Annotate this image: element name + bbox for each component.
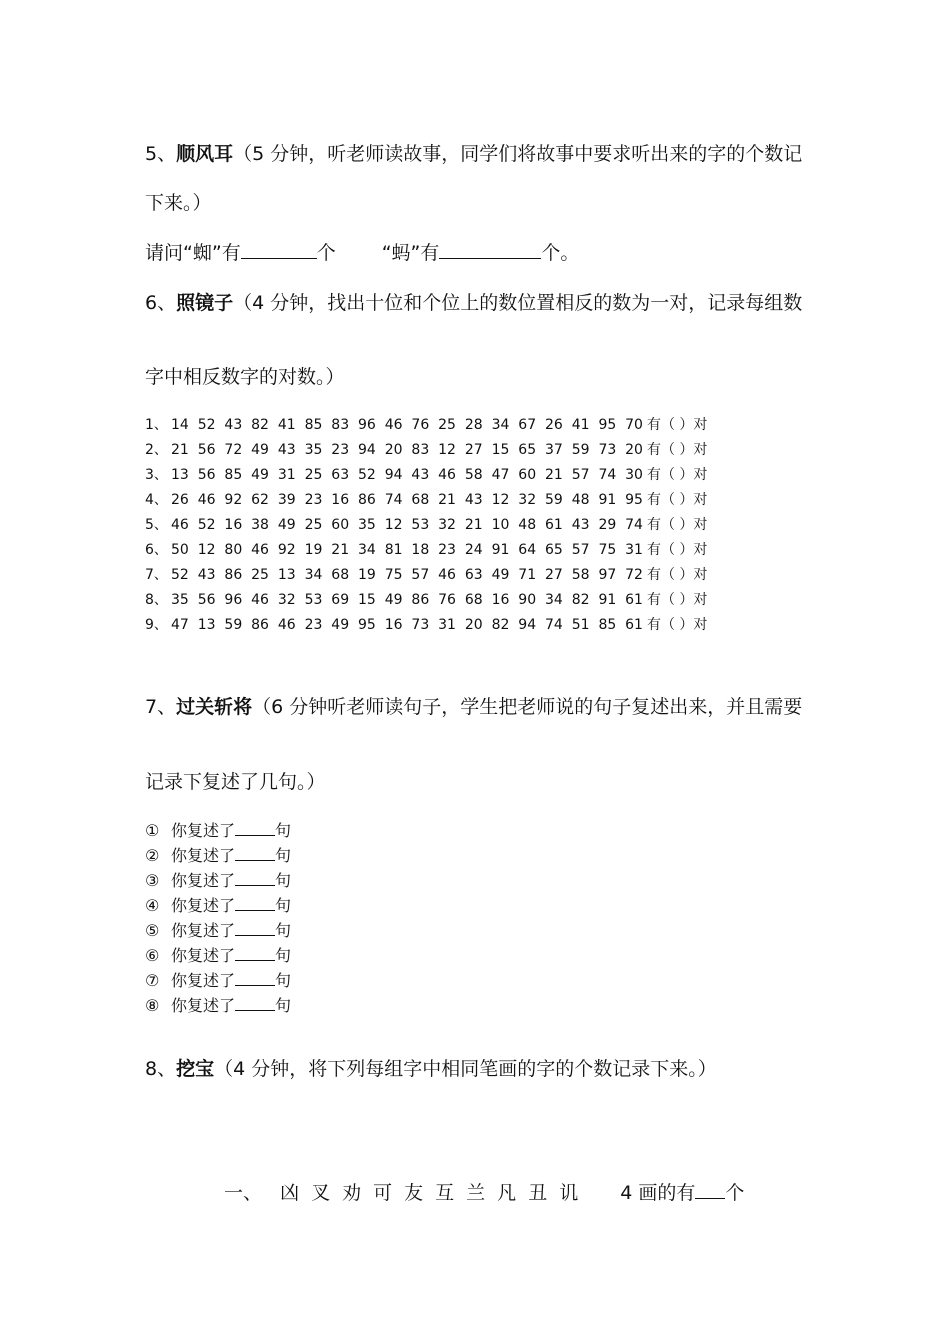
q7-item-text: 你复述了 [171,846,236,865]
q6-row-numbers: 46 52 16 38 49 25 60 35 12 53 32 21 10 48 61 43 29 74 [171,517,643,533]
q6-row-numbers: 26 46 92 62 39 23 16 86 74 68 21 43 12 32 59 48 91 95 [171,492,643,508]
q8-number: 8、 [145,1058,177,1080]
q6-row-numbers: 21 56 72 49 43 35 23 94 20 83 12 27 15 65 37 59 73 20 [171,442,643,458]
q7-desc-line2: 记录下复述了几句。） [145,771,326,793]
q7-item-blank[interactable] [235,871,275,886]
q6-row-index: 5、 [145,517,168,533]
q7-item [145,818,291,841]
q7-item-number: ⑥ [145,946,160,965]
q8-answer-prefix: 4 画的有 [620,1182,696,1204]
q7-item-end: 句 [275,846,292,865]
q6-row [145,414,707,434]
q8-char: 凶 [280,1182,300,1204]
q6-row-answer[interactable]: 有（ ）对 [646,567,708,583]
q7-item-end: 句 [275,921,292,940]
q7-item [145,968,291,991]
q7-item [145,943,291,966]
q6-title: 照镜子 [176,292,234,314]
q8-char: 可 [373,1182,393,1204]
q6-row-answer[interactable]: 有（ ）对 [646,517,708,533]
q7-item-text: 你复述了 [171,821,236,840]
q6-row [145,614,707,634]
q7-item-blank[interactable] [235,846,275,861]
q6-row-numbers: 50 12 80 46 92 19 21 34 81 18 23 24 91 64 65 57 75 31 [171,542,643,558]
q6-row-answer[interactable]: 有（ ）对 [646,417,708,433]
q7-title: 过关斩将 [176,696,253,718]
q5-unit2: 个。 [541,242,580,264]
q8-desc: （4 分钟，将下列每组字中相同笔画的字的个数记录下来。） [214,1058,717,1080]
q5-blank1[interactable] [241,240,317,259]
q8-group-label: 一、 [224,1182,263,1204]
q6-row-answer[interactable]: 有（ ）对 [646,492,708,508]
q6-row-answer[interactable]: 有（ ）对 [646,617,708,633]
q7-item-end: 句 [275,871,292,890]
q5-line1 [145,139,802,166]
q7-item-blank[interactable] [235,996,275,1011]
q5-unit1: 个 [316,242,336,264]
q6-row-index: 8、 [145,592,168,608]
q7-item-blank[interactable] [235,896,275,911]
q6-row-numbers: 47 13 59 86 46 23 49 95 16 73 31 20 82 94 74 51 85 61 [171,617,643,633]
q7-item-end: 句 [275,821,292,840]
q6-number: 6、 [145,292,177,314]
q6-row-index: 3、 [145,467,168,483]
q7-item-text: 你复述了 [171,896,236,915]
q8-title: 挖宝 [176,1058,215,1080]
q8-char: 劝 [342,1182,362,1204]
q7-item-blank[interactable] [235,971,275,986]
q6-row-index: 7、 [145,567,168,583]
q6-row-index: 1、 [145,417,168,433]
q5-blank2[interactable] [439,240,541,259]
q8-answer-blank[interactable] [695,1180,725,1199]
q7-desc-line1: （6 分钟听老师读句子，学生把老师说的句子复述出来，并且需要 [252,696,803,718]
q6-row [145,489,707,509]
q7-item [145,868,291,891]
q5-title: 顺风耳 [176,143,234,165]
q5-word1: “蜘”有 [183,242,241,264]
q7-item [145,843,291,866]
q7-item-text: 你复述了 [171,971,236,990]
q6-row-index: 4、 [145,492,168,508]
q7-item-number: ① [145,821,160,840]
q7-item [145,918,291,941]
q6-row-numbers: 35 56 96 46 32 53 69 15 49 86 76 68 16 90 34 82 91 61 [171,592,643,608]
q8-char: 凡 [497,1182,517,1204]
q6-row-index: 6、 [145,542,168,558]
q7-item-blank[interactable] [235,821,275,836]
q8-char: 友 [404,1182,424,1204]
q7-number: 7、 [145,696,177,718]
q8-char: 互 [435,1182,455,1204]
q6-row-answer[interactable]: 有（ ）对 [646,542,708,558]
q6-row-answer[interactable]: 有（ ）对 [646,467,708,483]
q7-item-blank[interactable] [235,921,275,936]
q8-char: 讥 [559,1182,579,1204]
q7-item-end: 句 [275,946,292,965]
q7-item-number: ② [145,846,160,865]
q7-line1 [145,692,802,719]
q6-row-index: 9、 [145,617,168,633]
q6-row [145,589,707,609]
q7-item-text: 你复述了 [171,996,236,1015]
q5-desc-line1: （5 分钟，听老师读故事，同学们将故事中要求听出来的字的个数记 [233,143,803,165]
q7-item-number: ③ [145,871,160,890]
q6-row-numbers: 13 56 85 49 31 25 63 52 94 43 46 58 47 60 21 57 74 30 [171,467,643,483]
q6-row [145,564,707,584]
q7-item-text: 你复述了 [171,871,236,890]
q5-desc-line2: 下来。） [145,192,212,214]
q7-item-text: 你复述了 [171,946,236,965]
q6-line1 [145,288,802,315]
q5-ask: 请问 [145,242,184,264]
q6-row-numbers: 52 43 86 25 13 34 68 19 75 57 46 63 49 71 27 58 97 72 [171,567,643,583]
q8-line1 [145,1054,717,1081]
q6-row-answer[interactable]: 有（ ）对 [646,592,708,608]
q6-desc-line2: 字中相反数字的对数。） [145,366,345,388]
q6-row-answer[interactable]: 有（ ）对 [646,442,708,458]
q7-item-blank[interactable] [235,946,275,961]
q7-item [145,893,291,916]
q5-word2: “蚂”有 [381,242,440,264]
q8-char: 叉 [311,1182,331,1204]
q7-item-end: 句 [275,896,292,915]
q6-row-index: 2、 [145,442,168,458]
q7-item-number: ④ [145,896,160,915]
q8-char: 丑 [528,1182,548,1204]
q8-answer-unit: 个 [725,1182,745,1204]
q7-item-number: ⑦ [145,971,160,990]
q7-item-text: 你复述了 [171,921,236,940]
q8-char: 兰 [466,1182,486,1204]
q7-item-end: 句 [275,971,292,990]
q5-answer-line [145,238,579,265]
q6-row [145,514,707,534]
q6-row [145,439,707,459]
q6-row [145,464,707,484]
q6-row [145,539,707,559]
q7-item-number: ⑧ [145,996,160,1015]
q7-item-end: 句 [275,996,292,1015]
q7-item [145,993,291,1016]
q7-item-number: ⑤ [145,921,160,940]
q6-row-numbers: 14 52 43 82 41 85 83 96 46 76 25 28 34 67 26 41 95 70 [171,417,643,433]
q8-group-1 [224,1178,744,1205]
q5-number: 5、 [145,143,177,165]
q6-desc-line1: （4 分钟，找出十位和个位上的数位置相反的数为一对，记录每组数 [233,292,803,314]
